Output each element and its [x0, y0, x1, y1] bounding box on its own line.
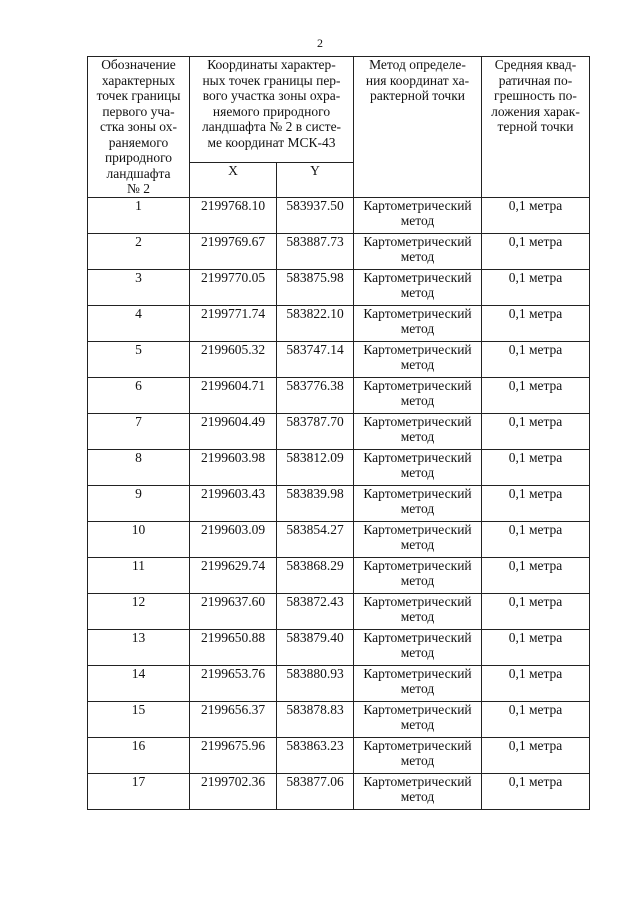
error-value: 0,1 метра: [482, 449, 590, 485]
point-number: 2: [88, 233, 190, 269]
coord-x: 2199768.10: [190, 197, 277, 233]
method-line-1: Картометрический: [363, 629, 472, 645]
method-line-1: Картометрический: [363, 197, 472, 213]
method-line-1: Картометрический: [363, 557, 472, 573]
coord-y: 583877.06: [277, 773, 354, 809]
point-number: 5: [88, 341, 190, 377]
method-line-1: Картометрический: [363, 233, 472, 249]
header-coordinates: Координаты характер- ных точек границы пер- вого участка зоны охра- няемого природного ландшафта № 2 в систе- ме координат МСК-43: [190, 57, 354, 163]
method-line-2: метод: [400, 392, 435, 408]
method-cell: [354, 305, 482, 341]
table-row: [88, 485, 590, 521]
coord-y: 583839.98: [277, 485, 354, 521]
coord-y: 583854.27: [277, 521, 354, 557]
point-number: 13: [88, 629, 190, 665]
coord-x: 2199603.98: [190, 449, 277, 485]
point-number: 8: [88, 449, 190, 485]
coord-y: 583868.29: [277, 557, 354, 593]
method-line-2: метод: [400, 464, 435, 480]
coord-x: 2199650.88: [190, 629, 277, 665]
error-value: 0,1 метра: [482, 773, 590, 809]
table-row: [88, 413, 590, 449]
method-line-1: Картометрический: [363, 737, 472, 753]
method-cell: [354, 629, 482, 665]
method-line-1: Картометрический: [363, 341, 472, 357]
coord-x: 2199656.37: [190, 701, 277, 737]
coord-x: 2199653.76: [190, 665, 277, 701]
method-line-2: метод: [400, 752, 435, 768]
table-row: [88, 233, 590, 269]
coord-y: 583747.14: [277, 341, 354, 377]
method-line-1: Картометрический: [363, 593, 472, 609]
coord-x: 2199603.43: [190, 485, 277, 521]
point-number: 17: [88, 773, 190, 809]
coord-y: 583880.93: [277, 665, 354, 701]
coord-x: 2199605.32: [190, 341, 277, 377]
method-cell: [354, 593, 482, 629]
method-line-1: Картометрический: [363, 701, 472, 717]
error-value: 0,1 метра: [482, 701, 590, 737]
point-number: 9: [88, 485, 190, 521]
coord-y: 583863.23: [277, 737, 354, 773]
coord-x: 2199604.71: [190, 377, 277, 413]
method-cell: [354, 737, 482, 773]
table-row: [88, 305, 590, 341]
method-cell: [354, 449, 482, 485]
table-row: [88, 197, 590, 233]
method-cell: [354, 197, 482, 233]
method-line-1: Картометрический: [363, 377, 472, 393]
method-line-2: метод: [400, 788, 435, 804]
method-line-2: метод: [400, 536, 435, 552]
coord-x: 2199771.74: [190, 305, 277, 341]
table-row: [88, 593, 590, 629]
method-line-2: метод: [400, 284, 435, 300]
method-cell: [354, 341, 482, 377]
method-line-1: Картометрический: [363, 449, 472, 465]
error-value: 0,1 метра: [482, 233, 590, 269]
coord-x: 2199637.60: [190, 593, 277, 629]
table-row: [88, 521, 590, 557]
method-cell: [354, 233, 482, 269]
coord-x: 2199702.36: [190, 773, 277, 809]
error-value: 0,1 метра: [482, 521, 590, 557]
table-body: [88, 197, 590, 809]
method-line-1: Картометрический: [363, 305, 472, 321]
table-row: [88, 341, 590, 377]
point-number: 11: [88, 557, 190, 593]
point-number: 4: [88, 305, 190, 341]
coord-y: 583776.38: [277, 377, 354, 413]
coord-y: 583937.50: [277, 197, 354, 233]
method-line-1: Картометрический: [363, 521, 472, 537]
method-cell: [354, 377, 482, 413]
coord-y: 583822.10: [277, 305, 354, 341]
error-value: 0,1 метра: [482, 377, 590, 413]
point-number: 15: [88, 701, 190, 737]
method-line-2: метод: [400, 248, 435, 264]
method-line-2: метод: [400, 608, 435, 624]
error-value: 0,1 метра: [482, 341, 590, 377]
table-row: [88, 269, 590, 305]
error-value: 0,1 метра: [482, 593, 590, 629]
error-value: 0,1 метра: [482, 485, 590, 521]
point-number: 1: [88, 197, 190, 233]
method-line-1: Картометрический: [363, 269, 472, 285]
point-number: 3: [88, 269, 190, 305]
method-line-1: Картометрический: [363, 413, 472, 429]
point-number: 7: [88, 413, 190, 449]
header-method: Метод определе- ния координат ха- рактерной точки: [354, 57, 482, 198]
coord-y: 583879.40: [277, 629, 354, 665]
error-value: 0,1 метра: [482, 629, 590, 665]
method-cell: [354, 773, 482, 809]
table-row: [88, 737, 590, 773]
coord-x: 2199603.09: [190, 521, 277, 557]
point-number: 16: [88, 737, 190, 773]
point-number: 10: [88, 521, 190, 557]
coord-y: 583878.83: [277, 701, 354, 737]
error-value: 0,1 метра: [482, 269, 590, 305]
point-number: 6: [88, 377, 190, 413]
method-cell: [354, 485, 482, 521]
method-line-2: метод: [400, 320, 435, 336]
table-row: [88, 629, 590, 665]
header-x: X: [190, 162, 277, 197]
method-line-2: метод: [400, 356, 435, 372]
method-line-1: Картометрический: [363, 485, 472, 501]
method-line-2: метод: [400, 572, 435, 588]
coordinates-table: [87, 56, 590, 810]
error-value: 0,1 метра: [482, 413, 590, 449]
method-line-2: метод: [400, 212, 435, 228]
point-number: 14: [88, 665, 190, 701]
coord-y: 583872.43: [277, 593, 354, 629]
coord-x: 2199770.05: [190, 269, 277, 305]
coord-x: 2199675.96: [190, 737, 277, 773]
page-number: 2: [317, 36, 323, 50]
method-line-1: Картометрический: [363, 773, 472, 789]
method-line-2: метод: [400, 428, 435, 444]
method-line-2: метод: [400, 680, 435, 696]
method-line-2: метод: [400, 500, 435, 516]
method-cell: [354, 557, 482, 593]
method-line-2: метод: [400, 716, 435, 732]
coord-x: 2199629.74: [190, 557, 277, 593]
error-value: 0,1 метра: [482, 737, 590, 773]
method-cell: [354, 413, 482, 449]
method-line-1: Картометрический: [363, 665, 472, 681]
header-mean-square-error: Средняя квад- ратичная по- грешность по- ложения харак- терной точки: [482, 57, 590, 198]
header-y: Y: [277, 162, 354, 197]
error-value: 0,1 метра: [482, 665, 590, 701]
method-cell: [354, 521, 482, 557]
coord-y: 583887.73: [277, 233, 354, 269]
coord-x: 2199604.49: [190, 413, 277, 449]
coord-y: 583875.98: [277, 269, 354, 305]
error-value: 0,1 метра: [482, 197, 590, 233]
error-value: 0,1 метра: [482, 305, 590, 341]
method-cell: [354, 665, 482, 701]
table-row: [88, 557, 590, 593]
coord-x: 2199769.67: [190, 233, 277, 269]
method-cell: [354, 269, 482, 305]
table-row: [88, 773, 590, 809]
table-row: [88, 701, 590, 737]
point-number: 12: [88, 593, 190, 629]
table-row: [88, 449, 590, 485]
header-point-designation: Обозначение характерных точек границы первого уча- стка зоны ох- раняемого природного ландшафта № 2: [88, 57, 190, 198]
method-line-2: метод: [400, 644, 435, 660]
method-cell: [354, 701, 482, 737]
table-row: [88, 377, 590, 413]
error-value: 0,1 метра: [482, 557, 590, 593]
coord-y: 583787.70: [277, 413, 354, 449]
coord-y: 583812.09: [277, 449, 354, 485]
table-row: [88, 665, 590, 701]
